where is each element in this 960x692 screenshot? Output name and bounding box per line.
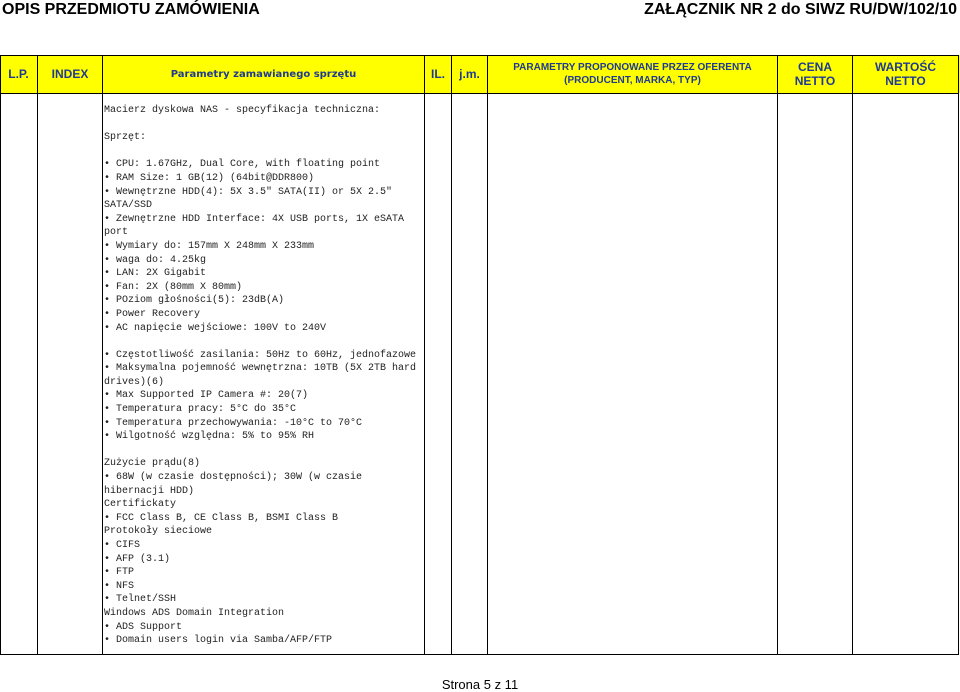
spec-line: • Max Supported IP Camera #: 20(7) bbox=[104, 390, 309, 402]
spec-line: SATA/SSD bbox=[104, 200, 153, 212]
spec-line: • Telnet/SSH bbox=[104, 594, 177, 606]
header-params: Parametry zamawianego sprzętu bbox=[170, 68, 357, 80]
row-divider bbox=[0, 93, 959, 94]
header-price-line2: NETTO bbox=[794, 74, 836, 88]
spec-line: • Wewnętrzne HDD(4): 5X 3.5″ SATA(II) or 5X 2.5″ bbox=[104, 186, 393, 198]
spec-line: • ADS Support bbox=[104, 621, 183, 633]
header-proposed-line1: PARAMETRY PROPONOWANE PRZEZ OFERENTA bbox=[513, 62, 752, 73]
spec-line: • CIFS bbox=[104, 540, 141, 551]
header-value bbox=[853, 55, 958, 93]
header-proposed-line2: (PRODUCENT, MARKA, TYP) bbox=[564, 75, 701, 86]
column-divider bbox=[37, 55, 38, 655]
spec-line bbox=[104, 444, 416, 458]
header-value-line1: WARTOŚĆ bbox=[874, 60, 937, 74]
header-price bbox=[778, 55, 852, 93]
page-number: Strona 5 z 11 bbox=[441, 677, 519, 692]
spec-line: drives)(6) bbox=[104, 376, 165, 388]
column-divider bbox=[487, 55, 488, 655]
spec-line: • waga do: 4.25kg bbox=[104, 254, 207, 266]
spec-line: Macierz dyskowa NAS - specyfikacja techniczna: bbox=[104, 105, 381, 116]
spec-line: • Zewnętrzne HDD Interface: 4X USB ports, 1X eSATA bbox=[104, 213, 405, 225]
spec-line: Windows ADS Domain Integration bbox=[104, 607, 285, 619]
header-qty: IL. bbox=[431, 66, 445, 81]
attachment-title: ZAŁĄCZNIK NR 2 do SIWZ RU/DW/102/10 bbox=[644, 1, 957, 18]
spec-line: • CPU: 1.67GHz, Dual Core, with floating point bbox=[104, 159, 381, 171]
spec-line: port bbox=[104, 227, 129, 239]
spec-line: Certifickaty bbox=[104, 499, 177, 511]
spec-line: hibernacji HDD) bbox=[104, 485, 195, 497]
spec-line: • Fan: 2X (80mm X 80mm) bbox=[104, 281, 243, 293]
header-proposed bbox=[488, 55, 777, 93]
header-index: INDEX bbox=[51, 66, 89, 81]
spec-line: • 68W (w czasie dostępności); 30W (w czasie bbox=[104, 472, 363, 484]
header-value-line2: NETTO bbox=[885, 74, 926, 88]
spec-line: • Temperatura przechowywania: -10°C to 70°C bbox=[104, 417, 363, 429]
column-divider bbox=[102, 55, 103, 655]
row-divider bbox=[0, 654, 959, 655]
spec-line: • Domain users login via Samba/AFP/FTP bbox=[104, 635, 333, 647]
spec-line bbox=[104, 118, 416, 132]
spec-line: • AFP (3.1) bbox=[104, 553, 171, 565]
column-divider bbox=[451, 55, 452, 655]
spec-line: • Temperatura pracy: 5°C do 35°C bbox=[104, 404, 297, 416]
spec-line: Zużycie prądu(8) bbox=[104, 458, 201, 470]
column-divider bbox=[777, 55, 778, 655]
column-divider bbox=[0, 55, 1, 655]
spec-line: • Wilgotność względna: 5% to 95% RH bbox=[104, 431, 315, 443]
spec-line: • AC napięcie wejściowe: 100V to 240V bbox=[104, 322, 327, 334]
spec-line: • NFS bbox=[104, 580, 135, 592]
spec-line: • RAM Size: 1 GB(12) (64bit@DDR800) bbox=[104, 172, 315, 184]
spec-line: Sprzęt: bbox=[104, 132, 147, 144]
header-unit: j.m. bbox=[459, 66, 480, 81]
header-price-line1: CENA bbox=[797, 60, 832, 74]
column-divider bbox=[424, 55, 425, 655]
spec-line: • Power Recovery bbox=[104, 308, 201, 320]
spec-line bbox=[104, 145, 416, 159]
spec-line: • LAN: 2X Gigabit bbox=[104, 268, 207, 280]
spec-text bbox=[104, 104, 416, 648]
spec-line bbox=[104, 335, 416, 349]
column-divider bbox=[958, 55, 959, 655]
spec-line: • FCC Class B, CE Class B, BSMI Class B bbox=[104, 512, 339, 524]
spec-line: • POziom głośności(5): 23dB(A) bbox=[104, 295, 285, 307]
spec-line: Protokoły sieciowe bbox=[104, 526, 213, 538]
document-title: OPIS PRZEDMIOTU ZAMÓWIENIA bbox=[2, 1, 260, 18]
header-lp: L.P. bbox=[8, 66, 29, 81]
spec-line: • Wymiary do: 157mm X 248mm X 233mm bbox=[104, 240, 315, 252]
column-divider bbox=[852, 55, 853, 655]
spec-line: • Maksymalna pojemność wewnętrzna: 10TB (5X 2TB hard bbox=[104, 363, 417, 375]
spec-line: • Częstotliwość zasilania: 50Hz to 60Hz, jednofazowe bbox=[104, 349, 417, 361]
spec-line: • FTP bbox=[104, 567, 135, 579]
